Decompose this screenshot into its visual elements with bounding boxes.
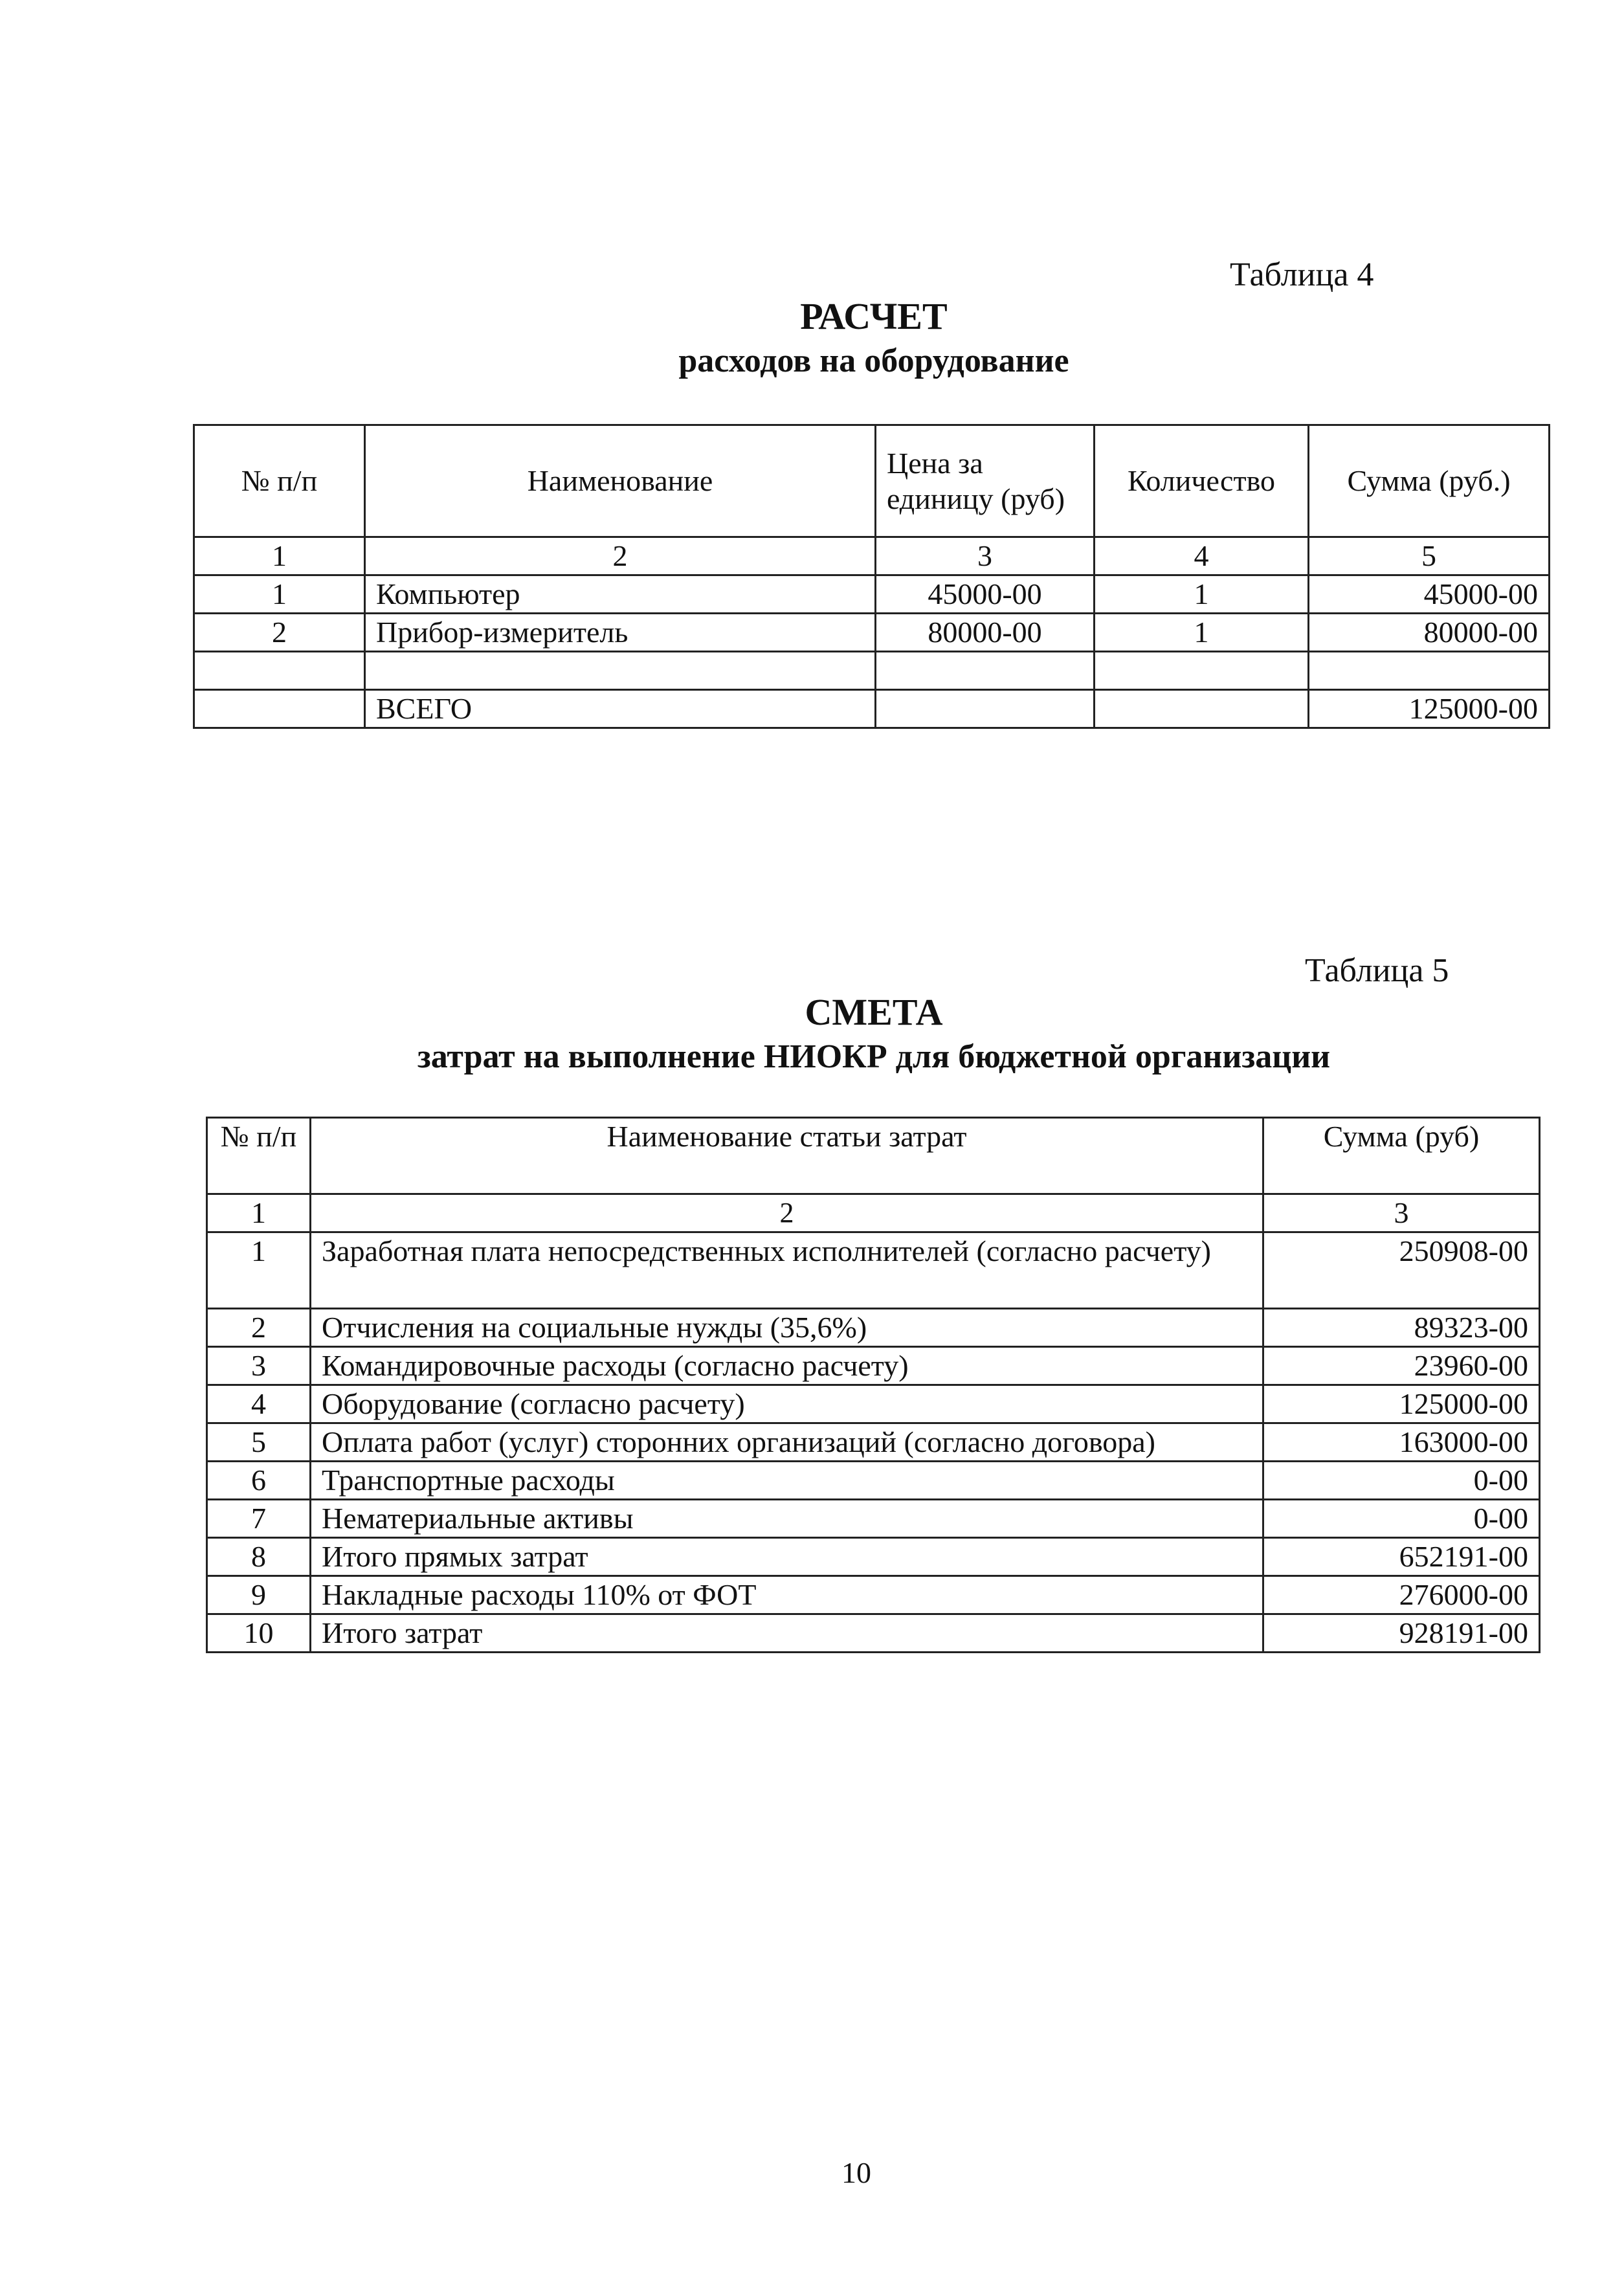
table5-label: Таблица 5 <box>1305 952 1449 989</box>
sum-cell: 250908-00 <box>1263 1232 1540 1309</box>
table-row <box>207 1232 1540 1309</box>
header-cell-number: № п/п <box>194 425 365 537</box>
row-number-cell: 6 <box>207 1462 311 1500</box>
row-number-cell: 2 <box>207 1309 311 1347</box>
table5-subtitle: затрат на выполнение НИОКР для бюджетной организации <box>417 1038 1331 1075</box>
header-cell-name: Наименование <box>365 425 876 537</box>
row-number-cell: 8 <box>207 1538 311 1576</box>
expense-item-cell: Транспортные расходы <box>311 1462 1263 1500</box>
sum-cell: 928191-00 <box>1263 1614 1540 1653</box>
expense-item-cell: Итого затрат <box>311 1614 1263 1653</box>
empty-cell <box>1095 690 1309 728</box>
sum-cell: 652191-00 <box>1263 1538 1540 1576</box>
sum-cell: 125000-00 <box>1263 1385 1540 1423</box>
row-number-cell: 1 <box>207 1232 311 1309</box>
expense-item-cell: Оплата работ (услуг) сторонних организаций (согласно договора) <box>311 1423 1263 1462</box>
header-cell-number: № п/п <box>207 1118 311 1194</box>
row-number-cell: 10 <box>207 1614 311 1653</box>
total-label: ВСЕГО <box>365 690 876 728</box>
expense-item-cell: Командировочные расходы (согласно расчету) <box>311 1347 1263 1385</box>
item-name-cell: Компьютер <box>365 575 876 614</box>
table-row <box>207 1500 1540 1538</box>
empty-cell <box>194 652 365 690</box>
table-row <box>207 1309 1540 1347</box>
row-number-cell: 2 <box>194 614 365 652</box>
table-row <box>207 1423 1540 1462</box>
column-number-row <box>194 537 1550 575</box>
header-cell-sum: Сумма (руб.) <box>1309 425 1550 537</box>
row-number-cell: 1 <box>194 575 365 614</box>
expense-item-cell: Заработная плата непосредственных исполнителей (согласно расчету) <box>311 1232 1263 1309</box>
column-number-cell: 3 <box>876 537 1095 575</box>
row-number-cell: 5 <box>207 1423 311 1462</box>
header-cell-sum: Сумма (руб) <box>1263 1118 1540 1194</box>
column-number-cell: 5 <box>1309 537 1550 575</box>
table-row <box>207 1576 1540 1614</box>
item-name-cell: Прибор-измеритель <box>365 614 876 652</box>
expense-item-cell: Оборудование (согласно расчету) <box>311 1385 1263 1423</box>
table-row <box>207 1462 1540 1500</box>
total-row <box>194 690 1550 728</box>
column-number-cell: 1 <box>194 537 365 575</box>
column-number-cell: 2 <box>365 537 876 575</box>
row-number-cell: 4 <box>207 1385 311 1423</box>
expense-item-cell: Накладные расходы 110% от ФОТ <box>311 1576 1263 1614</box>
sum-cell: 80000-00 <box>1309 614 1550 652</box>
column-number-cell: 3 <box>1263 1194 1540 1232</box>
table-row <box>207 1538 1540 1576</box>
budget-table <box>206 1117 1541 1653</box>
empty-cell <box>876 652 1095 690</box>
unit-price-cell: 45000-00 <box>876 575 1095 614</box>
expense-item-cell: Итого прямых затрат <box>311 1538 1263 1576</box>
table4-title: РАСЧЕТ <box>800 295 948 337</box>
row-number-cell: 3 <box>207 1347 311 1385</box>
column-number-row <box>207 1194 1540 1232</box>
quantity-cell: 1 <box>1095 575 1309 614</box>
sum-cell: 89323-00 <box>1263 1309 1540 1347</box>
sum-cell: 163000-00 <box>1263 1423 1540 1462</box>
page-number: 10 <box>841 2156 871 2189</box>
table-row <box>194 575 1550 614</box>
table-header-row <box>194 425 1550 537</box>
header-cell-quantity: Количество <box>1095 425 1309 537</box>
sum-cell: 276000-00 <box>1263 1576 1540 1614</box>
header-cell-unit-price: Цена за единицу (руб) <box>876 425 1095 537</box>
table5-title: СМЕТА <box>805 991 943 1033</box>
sum-cell: 0-00 <box>1263 1462 1540 1500</box>
table4-label: Таблица 4 <box>1230 256 1374 293</box>
header-cell-expense-item: Наименование статьи затрат <box>311 1118 1263 1194</box>
expense-item-cell: Отчисления на социальные нужды (35,6%) <box>311 1309 1263 1347</box>
column-number-cell: 1 <box>207 1194 311 1232</box>
table-header-row <box>207 1118 1540 1194</box>
table4-subtitle: расходов на оборудование <box>678 342 1069 379</box>
empty-cell <box>1095 652 1309 690</box>
empty-row <box>194 652 1550 690</box>
empty-cell <box>194 690 365 728</box>
sum-cell: 23960-00 <box>1263 1347 1540 1385</box>
table-row <box>207 1614 1540 1653</box>
unit-price-cell: 80000-00 <box>876 614 1095 652</box>
sum-cell: 0-00 <box>1263 1500 1540 1538</box>
sum-cell: 45000-00 <box>1309 575 1550 614</box>
table-row <box>194 614 1550 652</box>
quantity-cell: 1 <box>1095 614 1309 652</box>
expense-item-cell: Нематериальные активы <box>311 1500 1263 1538</box>
total-value: 125000-00 <box>1309 690 1550 728</box>
column-number-cell: 4 <box>1095 537 1309 575</box>
row-number-cell: 9 <box>207 1576 311 1614</box>
table-row <box>207 1385 1540 1423</box>
row-number-cell: 7 <box>207 1500 311 1538</box>
table-row <box>207 1347 1540 1385</box>
column-number-cell: 2 <box>311 1194 1263 1232</box>
empty-cell <box>365 652 876 690</box>
empty-cell <box>876 690 1095 728</box>
empty-cell <box>1309 652 1550 690</box>
equipment-table <box>193 424 1550 729</box>
